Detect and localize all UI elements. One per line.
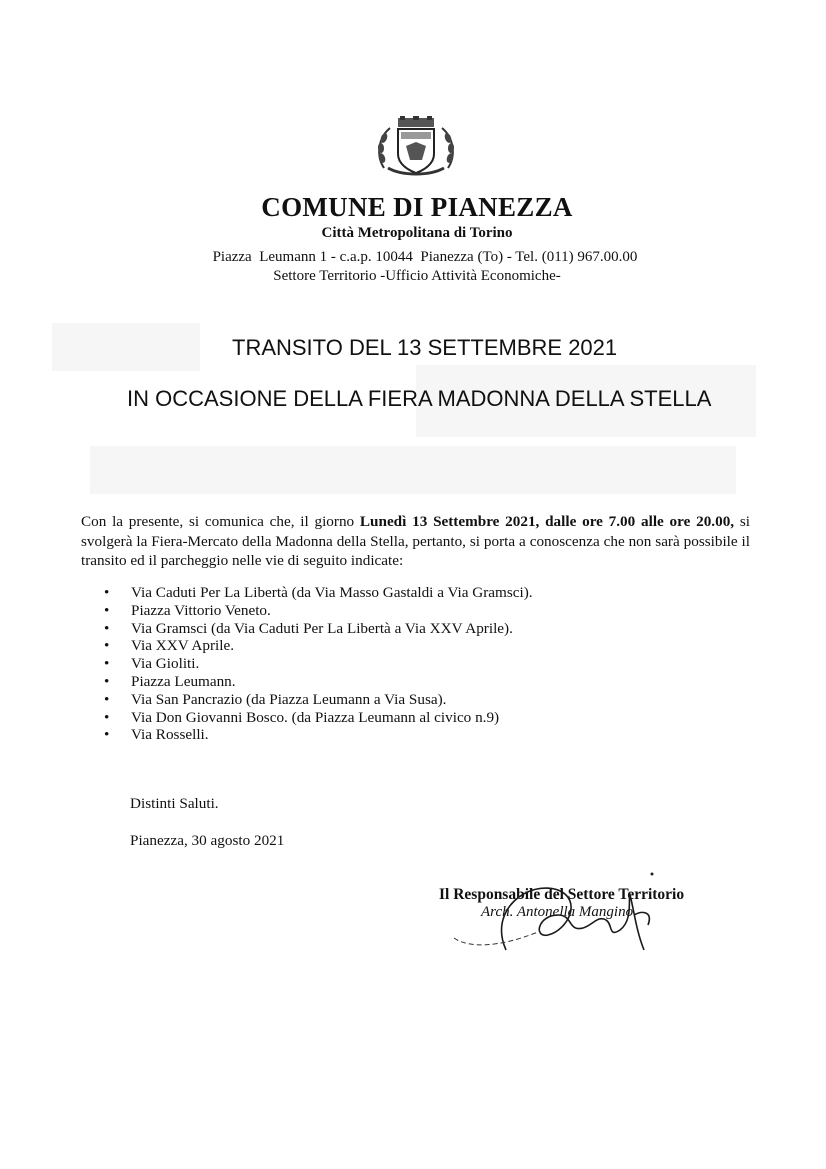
organization-address: Piazza Leumann 1 - c.a.p. 10044 Pianezza (To) - Tel. (011) 967.00.00 <box>212 249 638 265</box>
list-item <box>104 584 533 602</box>
list-item <box>104 637 533 655</box>
street-name: Via Don Giovanni Bosco. (da Piazza Leumann al civico n.9) <box>131 708 500 726</box>
street-name: Via Gramsci (da Via Caduti Per La Libertà a Via XXV Aprile). <box>131 619 513 637</box>
coat-of-arms-icon <box>374 116 458 178</box>
bullet-icon: • <box>104 655 110 673</box>
closing-greeting: Distinti Saluti. <box>130 795 219 812</box>
bullet-icon: • <box>104 601 110 619</box>
street-name: Via XXV Aprile. <box>131 637 234 655</box>
scan-shading <box>52 323 200 371</box>
list-item <box>104 673 533 691</box>
organization-name: COMUNE DI PIANEZZA <box>261 192 573 222</box>
intro-date-highlight: Lunedì 13 Settembre 2021, dalle ore 7.00 alle ore 20.00, <box>359 513 735 530</box>
list-item <box>104 602 533 620</box>
street-name: Piazza Vittorio Veneto. <box>131 601 271 619</box>
scan-shading <box>90 446 736 494</box>
signatory-role: Il Responsabile del Settore Territorio <box>439 886 685 903</box>
bullet-icon: • <box>104 672 110 690</box>
handwritten-signature-icon <box>448 860 668 960</box>
notice-subtitle: IN OCCASIONE DELLA FIERA MADONNA DELLA STELLA <box>127 386 712 411</box>
street-name: Via Caduti Per La Libertà (da Via Masso Gastaldi a Via Gramsci). <box>131 584 533 601</box>
bullet-icon: • <box>104 708 110 726</box>
bullet-icon: • <box>104 726 110 744</box>
place-and-date: Pianezza, 30 agosto 2021 <box>130 832 285 849</box>
bullet-icon: • <box>104 690 110 708</box>
intro-text: Con la presente, si comunica che, il giorno <box>81 513 360 530</box>
list-item <box>104 655 533 673</box>
organization-department: Settore Territorio -Ufficio Attività Economiche- <box>273 268 561 284</box>
list-item <box>104 691 533 709</box>
street-name: Via Gioliti. <box>131 655 200 673</box>
list-item <box>104 709 533 727</box>
notice-title: TRANSITO DEL 13 SETTEMBRE 2021 <box>232 335 618 360</box>
bullet-icon: • <box>104 637 110 655</box>
street-list <box>104 584 533 744</box>
street-name: Piazza Leumann. <box>131 672 236 690</box>
intro-text: si svolgerà la Fiera-Mercato della Madonna della Stella, pertanto, si porta a conoscenza che non sarà possibile il transito ed il parcheggio nelle vie di seguito indicate: <box>81 513 750 569</box>
list-item <box>104 726 533 744</box>
intro-paragraph <box>81 512 750 571</box>
list-item <box>104 620 533 638</box>
street-name: Via San Pancrazio (da Piazza Leumann a Via Susa). <box>131 690 447 708</box>
organization-subtitle: Città Metropolitana di Torino <box>321 225 513 241</box>
street-name: Via Rosselli. <box>131 726 209 744</box>
bullet-icon: • <box>104 619 110 637</box>
bullet-icon: • <box>104 584 110 601</box>
signatory-name: Arch. Antonella Mangino <box>481 904 634 920</box>
